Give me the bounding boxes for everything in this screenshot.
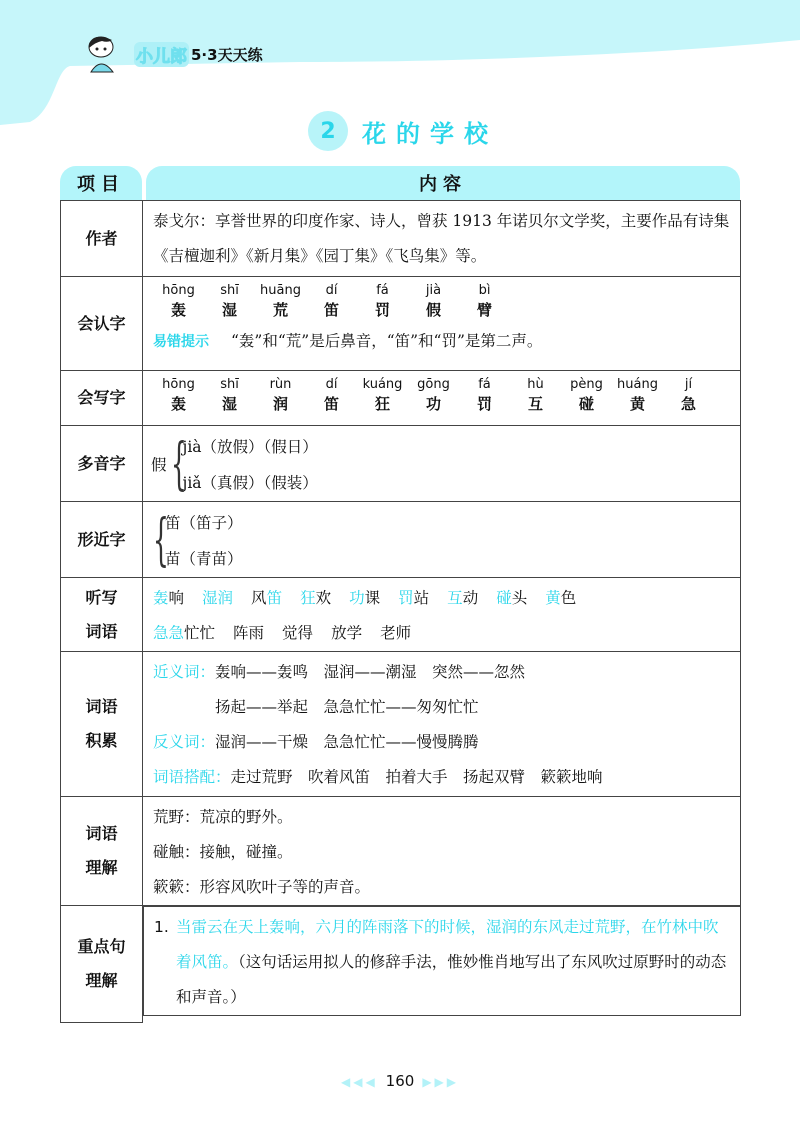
pinyin-char [153,376,204,415]
hanzi: 湿 [221,395,237,413]
hanzi: 急 [680,395,696,413]
dictation-word: 觉得 [282,624,314,642]
row-label: 听写 词语 [61,578,143,652]
hanzi: 功 [425,395,441,413]
lesson-title-text: 花的学校 [362,119,498,148]
header-content: 内容 [146,166,740,200]
left-arrows-icon: ◀◀◀ [340,1075,378,1089]
row-label: 多音字 [61,426,143,502]
dictation-word: 阵雨 [233,624,265,642]
page-number: 160 [385,1072,415,1090]
polyphone-char: 假 [151,455,167,474]
tip-text: “轰”和“荒”是后鼻音，“笛”和“罚”是第二声。 [231,332,543,350]
dictation-word: 功课 [349,589,381,607]
brace-icon: { [170,432,187,497]
boy-mascot-icon [84,34,118,74]
brace-icon: { [152,508,169,573]
write-chars [153,376,730,415]
hanzi: 轰 [170,395,186,413]
right-arrows-icon: ▶▶▶ [422,1075,459,1089]
brand [84,34,263,74]
row-similar [61,502,741,578]
pinyin-char [357,282,408,321]
pinyin: gōng [417,377,450,392]
pinyin: huāng [260,283,301,298]
dictation-word: 老师 [380,624,412,642]
pinyin-char [255,282,306,321]
pinyin: rùn [269,377,292,392]
collocations: 走过荒野 吹着风笛 拍着大手 扬起双臂 簌簌地响 [230,768,603,786]
hanzi: 湿 [221,301,237,319]
pinyin: dí [325,377,338,392]
hanzi: 黄 [629,395,645,413]
pinyin: shī [220,283,239,298]
pinyin-char [663,376,714,415]
pinyin: hōng [162,377,195,392]
pinyin: jí [684,377,693,392]
pinyin-char [510,376,561,415]
pinyin: kuáng [362,377,403,392]
similar-item: 苗（青苗） [165,550,243,568]
pinyin: pèng [570,377,603,392]
table-header [60,166,740,200]
hanzi: 润 [272,395,288,413]
synonyms: 扬起——举起 急急忙忙——匆匆忙忙 [215,698,479,716]
hanzi: 狂 [374,395,390,413]
row-label: 形近字 [61,502,143,578]
lesson-summary-table [60,200,741,1023]
hanzi: 臂 [476,301,492,319]
tip-label: 易错提示 [153,334,209,350]
reading: jiǎ（真假）（假装） [182,474,318,492]
dictation-word: 互动 [447,589,479,607]
dictation-word: 风笛 [251,589,283,607]
pinyin-char [204,376,255,415]
reading: jià（放假）（假日） [182,438,318,456]
dictation-word: 湿润 [202,589,234,607]
dictation-word: 罚站 [398,589,430,607]
lesson-number: 2 [308,111,348,151]
pinyin-char [357,376,408,415]
key-sentence: 当雷云在天上轰响，六月的阵雨落下的时候，湿润的东风走过荒野，在竹林中吹着风笛。 [176,918,719,971]
hanzi: 碰 [578,395,594,413]
row-write [61,371,741,426]
pinyin: fá [478,377,491,392]
pinyin-char [561,376,612,415]
synonym-label: 近义词： [153,663,216,681]
pinyin: hù [527,377,544,392]
dictation-word: 碰头 [496,589,528,607]
definition: 荒野：荒凉的野外。 [153,808,293,826]
pinyin-char [459,282,510,321]
pinyin-char [408,282,459,321]
hanzi: 互 [527,395,543,413]
recognize-chars [153,282,730,321]
dictation-word: 狂欢 [300,589,332,607]
dictation-word: 放学 [331,624,363,642]
row-author [61,201,741,277]
hanzi: 荒 [272,301,288,319]
row-polyphone [61,426,741,502]
pinyin-char [306,282,357,321]
pinyin: huáng [617,377,658,392]
synonyms: 轰响——轰鸣 湿润——潮湿 突然——忽然 [215,663,526,681]
author-text: 泰戈尔：享誉世界的印度作家、诗人，曾获 1913 年诺贝尔文学奖，主要作品有诗集《吉檀迦利》《新月集》《园丁集》《飞鸟集》等。 [143,201,741,277]
brand-name: 小儿郎 [134,42,189,67]
header-item: 项目 [60,166,142,200]
hanzi: 笛 [323,395,339,413]
pinyin: jià [425,283,442,298]
hanzi: 轰 [170,301,186,319]
pinyin-char [204,282,255,321]
pinyin-char [306,376,357,415]
row-label: 重点句 理解 [61,906,143,1023]
series-name: 5·3天天练 [191,45,263,64]
hanzi: 罚 [374,301,390,319]
pinyin-char [255,376,306,415]
dictation-word: 黄色 [545,589,577,607]
page-footer [0,1072,800,1090]
pinyin: dí [325,283,338,298]
hanzi: 罚 [476,395,492,413]
lesson-title [308,111,498,151]
pinyin-char [153,282,204,321]
antonym-label: 反义词： [153,733,216,751]
pinyin: fá [376,283,389,298]
dictation-word: 急急忙忙 [153,624,216,642]
pinyin-char [612,376,663,415]
row-label: 会写字 [61,371,143,426]
definition: 碰触：接触，碰撞。 [153,843,293,861]
pinyin-char [459,376,510,415]
pinyin-char [408,376,459,415]
sentence-number: 1. [154,918,169,936]
similar-item: 笛（笛子） [165,514,243,532]
row-label: 词语 理解 [61,797,143,906]
dictation-word: 轰响 [153,589,185,607]
sentence-note: （这句话运用拟人的修辞手法，惟妙惟肖地写出了东风吹过原野时的动态和声音。） [176,953,727,1006]
row-label: 会认字 [61,277,143,371]
pinyin: bì [478,283,491,298]
row-label: 作者 [61,201,143,277]
antonyms: 湿润——干燥 急急忙忙——慢慢腾腾 [215,733,479,751]
collocation-label: 词语搭配： [153,768,231,786]
dictation-words [143,578,741,652]
row-understand [61,797,741,906]
definition: 簌簌：形容风吹叶子等的声音。 [153,878,371,896]
row-accumulate [61,652,741,797]
row-label: 词语 积累 [61,652,143,797]
row-sentence [61,906,741,1023]
hanzi: 假 [425,301,441,319]
pinyin: hōng [162,283,195,298]
row-dictation [61,578,741,652]
hanzi: 笛 [323,301,339,319]
row-recognize [61,277,741,371]
pinyin: shī [220,377,239,392]
